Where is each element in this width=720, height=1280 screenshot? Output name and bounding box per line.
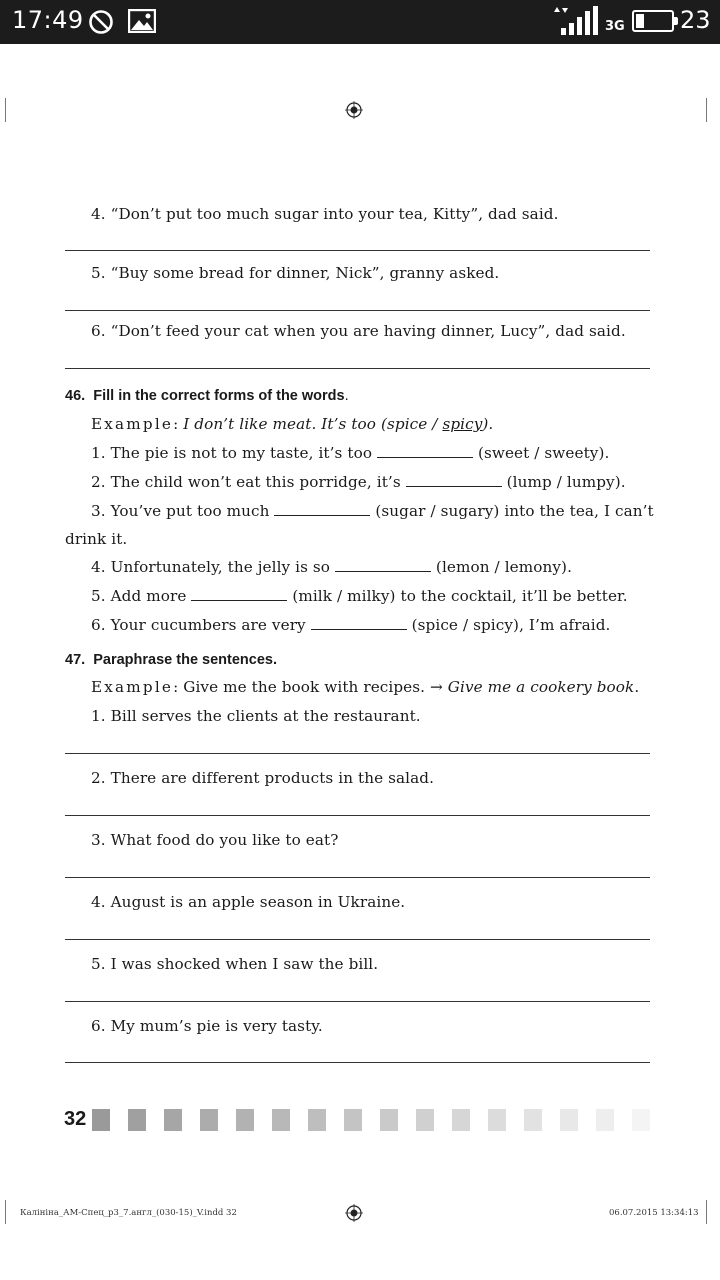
- list-item: 1. Bill serves the clients at the restaurant.: [91, 707, 421, 725]
- list-item: [91, 557, 572, 577]
- fill-blank[interactable]: [274, 502, 370, 516]
- example-end: .: [634, 678, 640, 696]
- registration-mark-icon: [345, 101, 363, 119]
- decor-square: [488, 1109, 506, 1131]
- item-options: (sweet / sweety).: [477, 444, 610, 462]
- status-time: 17:49: [12, 6, 84, 34]
- answer-line[interactable]: [65, 753, 650, 754]
- exercise-47-heading: [65, 650, 277, 670]
- decor-square: [128, 1109, 146, 1131]
- list-item: [91, 443, 609, 463]
- list-item: [91, 501, 654, 521]
- fill-blank[interactable]: [406, 473, 502, 487]
- decor-square: [308, 1109, 326, 1131]
- exercise-46-heading: 46. Fill in the correct forms of the words.: [65, 388, 349, 404]
- answer-line: [65, 310, 650, 311]
- list-item: [91, 615, 610, 635]
- decor-square: [272, 1109, 290, 1131]
- exercise-title: Paraphrase the sentences.: [93, 652, 277, 668]
- list-item: 5. “Buy some bread for dinner, Nick”, granny asked.: [91, 264, 500, 282]
- fill-blank[interactable]: [311, 616, 407, 630]
- exercise-number: 47.: [65, 652, 86, 668]
- decor-square: [344, 1109, 362, 1131]
- example-label: Example: [91, 415, 174, 433]
- answer-line[interactable]: [65, 939, 650, 940]
- example-line: [91, 677, 639, 697]
- item-options: (lemon / lemony).: [435, 558, 572, 576]
- item-options: (lump / lumpy).: [506, 473, 626, 491]
- example-end: ).: [482, 415, 494, 433]
- do-not-disturb-icon: [88, 9, 114, 35]
- example-answer: Give me a cookery book: [447, 678, 635, 696]
- decor-square: [92, 1109, 110, 1131]
- list-item: 3. What food do you like to eat?: [91, 831, 339, 849]
- decor-square: [632, 1109, 650, 1131]
- item-text: 3. You’ve put too much: [91, 502, 270, 520]
- decor-square: [164, 1109, 182, 1131]
- registration-mark-icon: [345, 1204, 363, 1222]
- crop-mark: [5, 1200, 6, 1224]
- example-answer: spicy: [442, 415, 483, 433]
- answer-line[interactable]: [65, 877, 650, 878]
- decor-square: [380, 1109, 398, 1131]
- decor-square: [236, 1109, 254, 1131]
- answer-line: [65, 368, 650, 369]
- item-text: 5. Add more: [91, 587, 187, 605]
- network-type: 3G: [605, 19, 625, 34]
- answer-line: [65, 250, 650, 251]
- exercise-number: 46.: [65, 388, 86, 404]
- answer-line[interactable]: [65, 815, 650, 816]
- crop-mark: [706, 98, 707, 122]
- answer-line[interactable]: [65, 1001, 650, 1002]
- list-item-continuation: drink it.: [65, 530, 128, 548]
- page-number: 32: [64, 1108, 87, 1130]
- list-item: 6. “Don’t feed your cat when you are having dinner, Lucy”, dad said.: [91, 322, 626, 340]
- item-text: 6. Your cucumbers are very: [91, 616, 306, 634]
- decor-square: [524, 1109, 542, 1131]
- decor-square: [596, 1109, 614, 1131]
- example-text: I don’t like meat. It’s too (spice /: [183, 415, 443, 433]
- example-label: Example: [91, 678, 174, 696]
- item-options: (spice / spicy), I’m afraid.: [411, 616, 611, 634]
- list-item: 4. August is an apple season in Ukraine.: [91, 893, 406, 911]
- item-options: (milk / milky) to the cocktail, it’ll be better.: [292, 587, 628, 605]
- answer-line[interactable]: [65, 1062, 650, 1063]
- decor-square: [416, 1109, 434, 1131]
- list-item: [91, 586, 628, 606]
- image-icon: [128, 9, 156, 33]
- signal-icon: [552, 6, 600, 36]
- battery-icon: [632, 10, 674, 32]
- example-text: : Give me the book with recipes. →: [173, 678, 448, 696]
- fill-blank[interactable]: [377, 444, 473, 458]
- item-text: 2. The child won’t eat this porridge, it’s: [91, 473, 401, 491]
- decor-square: [200, 1109, 218, 1131]
- example-line: Example: I don’t like meat. It’s too (spice / spicy).: [91, 415, 494, 433]
- battery-level: [636, 14, 644, 28]
- list-item: 6. My mum’s pie is very tasty.: [91, 1017, 323, 1035]
- list-item: 2. There are different products in the salad.: [91, 769, 435, 787]
- crop-mark: [706, 1200, 707, 1224]
- print-date-time: 06.07.2015 13:34:13: [609, 1208, 699, 1218]
- exercise-title: Fill in the correct forms of the words: [93, 388, 345, 404]
- list-item: [91, 472, 626, 492]
- status-bar: [0, 0, 720, 44]
- item-options: (sugar / sugary) into the tea, I can’t: [375, 502, 654, 520]
- fill-blank[interactable]: [335, 558, 431, 572]
- decor-square: [560, 1109, 578, 1131]
- list-item: 4. “Don’t put too much sugar into your tea, Kitty”, dad said.: [91, 205, 559, 223]
- list-item: 5. I was shocked when I saw the bill.: [91, 955, 379, 973]
- decor-square: [452, 1109, 470, 1131]
- crop-mark: [5, 98, 6, 122]
- item-text: 4. Unfortunately, the jelly is so: [91, 558, 331, 576]
- fill-blank[interactable]: [191, 587, 287, 601]
- item-text: 1. The pie is not to my taste, it’s too: [91, 444, 373, 462]
- print-file-name: Калініна_АМ-Спец_р3_7.англ_(030-15)_V.indd 32: [20, 1208, 237, 1218]
- battery-percent: 23: [680, 6, 711, 34]
